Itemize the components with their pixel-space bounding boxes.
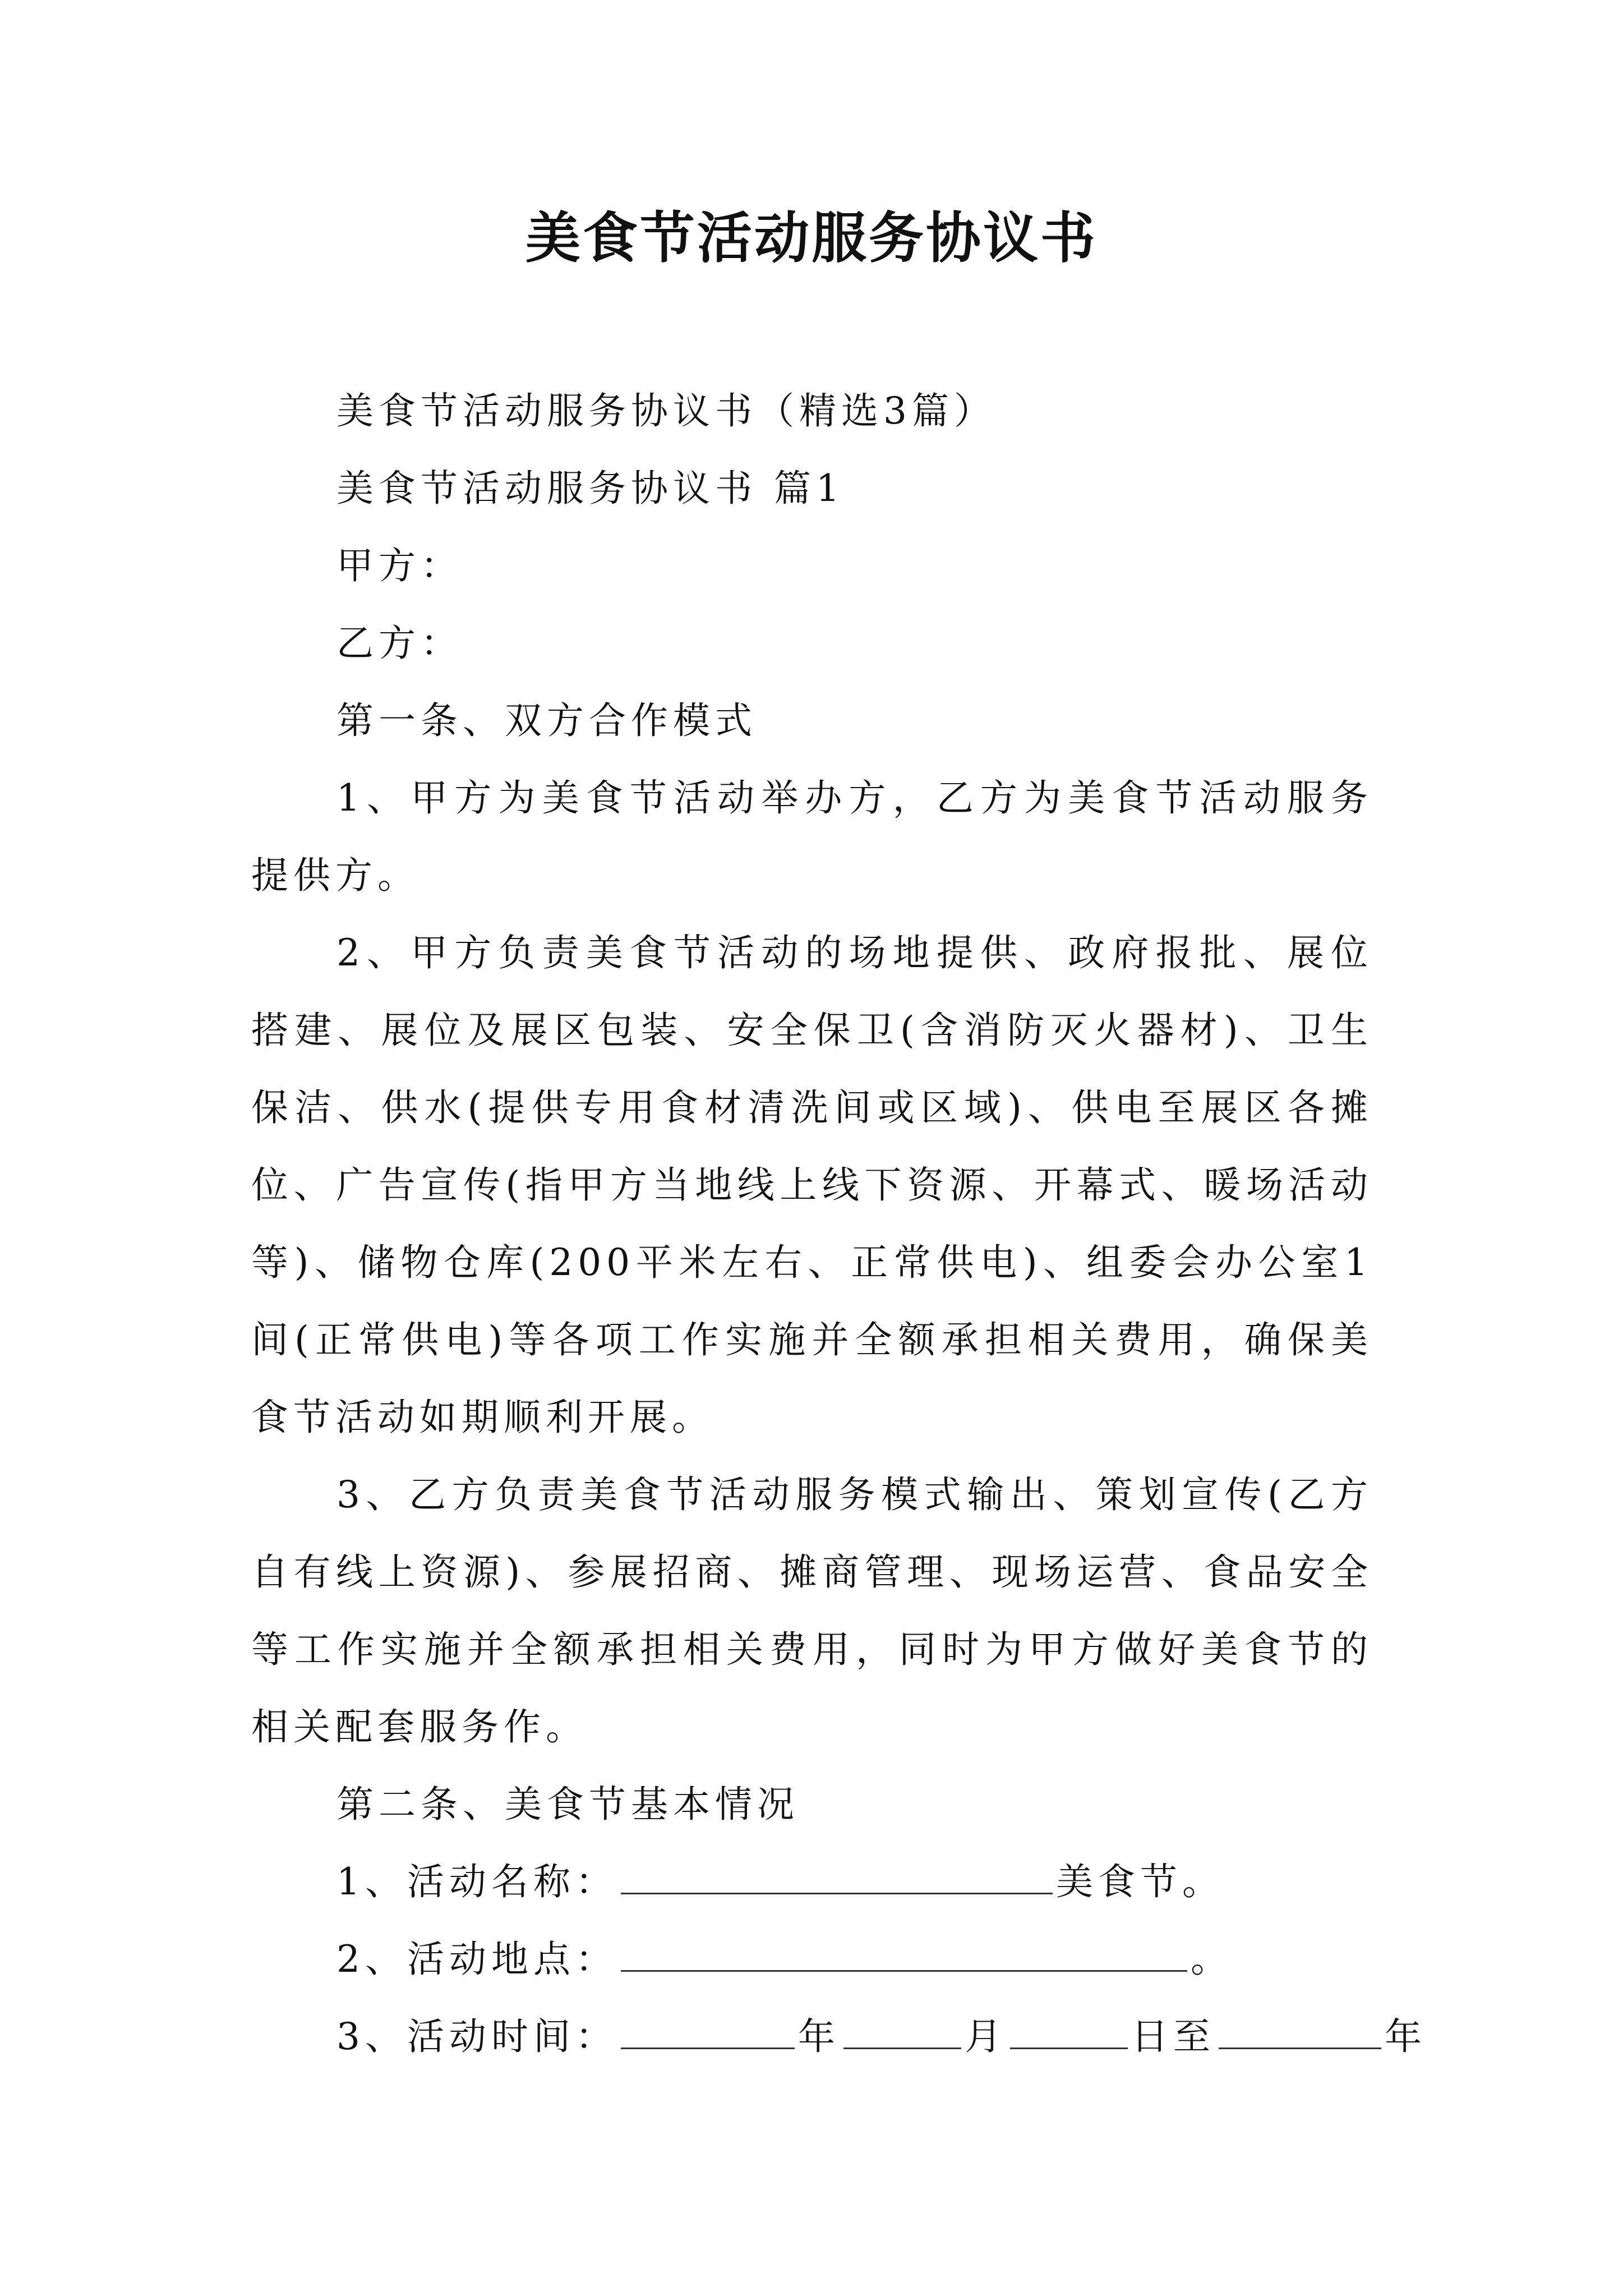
- start-day-blank: [1010, 2014, 1128, 2049]
- end-year-blank: [1219, 2014, 1381, 2049]
- field-activity-name-label: 1、活动名称：: [336, 1860, 617, 1903]
- document-subtitle: 美食节活动服务协议书（精选3篇）: [336, 389, 996, 432]
- start-year-blank: [621, 2014, 795, 2049]
- article-2-heading: 第二条、美食节基本情况: [336, 1783, 799, 1826]
- article-1-item-3: 3、乙方负责美食节活动服务模式输出、策划宣传(乙方自有线上资源)、参展招商、摊商管理、现场运营、食品安全等工作实施并全额承担相关费用，同时为甲方做好美食节的相关配套服务作。: [251, 1473, 1373, 1749]
- field-activity-time: [251, 1998, 1427, 2076]
- party-b-label: 乙方：: [336, 622, 463, 665]
- activity-name-blank: [621, 1859, 1053, 1894]
- section-heading: 美食节活动服务协议书 篇1: [336, 467, 845, 510]
- year-label: 年: [798, 2015, 840, 2058]
- activity-place-blank: [621, 1936, 1187, 1972]
- article-1-heading: 第一条、双方合作模式: [336, 699, 757, 742]
- field-activity-time-label: 3、活动时间：: [336, 2015, 617, 2058]
- document-body: [251, 372, 1427, 2076]
- field-activity-name-suffix: 美食节。: [1056, 1860, 1224, 1903]
- document-title: 美食节活动服务协议书: [525, 206, 1098, 270]
- article-1-item-2: 2、甲方负责美食节活动的场地提供、政府报批、展位搭建、展位及展区包装、安全保卫(含消防灭火器材)、卫生保洁、供水(提供专用食材清洗间或区域)、供电至展区各摊位、广告宣传(指甲方当地线上线下资源、开幕式、暖场活动等)、储物仓库(200平米左右、正常供电)、组委会办公室1间(正常供电)等各项工作实施并全额承担相关费用，确保美食节活动如期顺利开展。: [251, 931, 1373, 1439]
- field-activity-place: [251, 1921, 1373, 1998]
- start-month-blank: [843, 2014, 961, 2049]
- field-activity-place-label: 2、活动地点：: [336, 1938, 617, 1981]
- field-activity-name: [251, 1843, 1373, 1921]
- year-label-2: 年: [1385, 2015, 1427, 2058]
- article-1-item-1: 1、甲方为美食节活动举办方，乙方为美食节活动服务提供方。: [251, 776, 1373, 897]
- month-label: 月: [965, 2015, 1007, 2058]
- field-activity-place-suffix: 。: [1191, 1938, 1233, 1981]
- day-to-label: 日至: [1131, 2015, 1215, 2058]
- party-a-label: 甲方：: [336, 544, 463, 587]
